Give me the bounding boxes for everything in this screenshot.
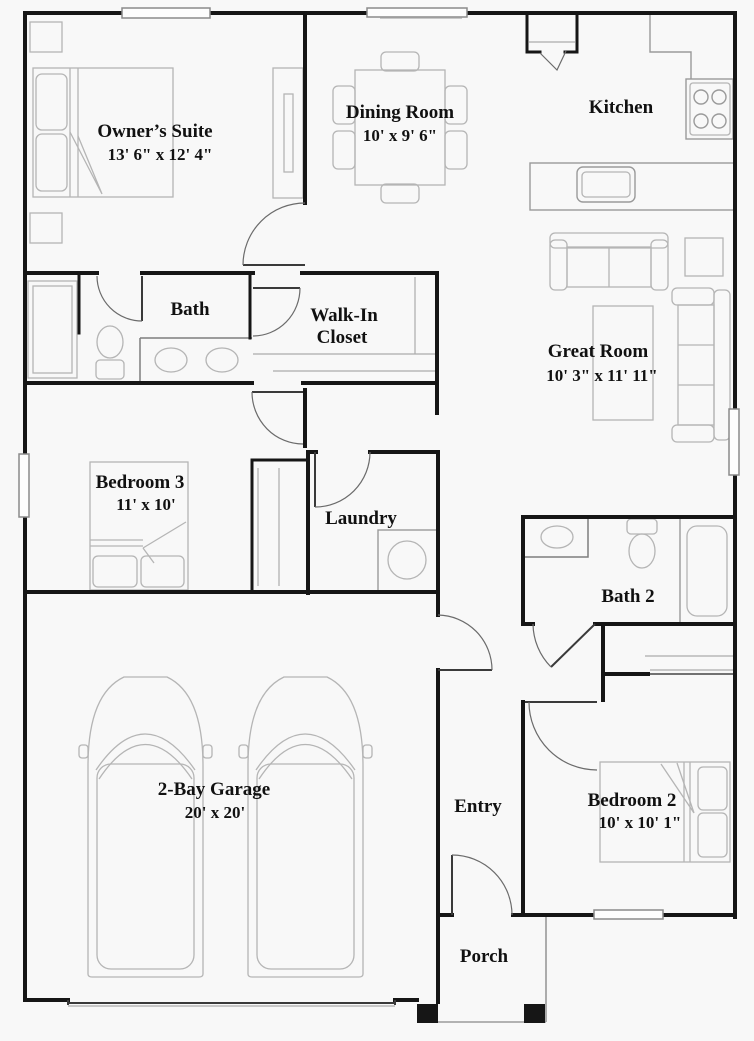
sofa [672,288,730,442]
dims-bedroom3: 11' x 10' [116,495,176,514]
shower [28,281,77,378]
stove [686,79,733,139]
bath2-fixtures [523,517,734,624]
label-walkin-1: Walk-In [310,305,378,326]
porch-post [417,1004,438,1023]
dims-dining: 10' x 9' 6" [362,126,438,145]
window [367,8,467,17]
label-dining: Dining Room [345,102,455,123]
tub [680,517,734,624]
label-walkin-2: Closet [316,327,368,348]
label-owners-suite: Owner’s Suite [97,121,213,142]
car [79,677,212,977]
double-vanity [140,338,252,383]
porch-post [524,1004,545,1023]
dims-great-room: 10' 3" x 11' 11" [546,366,658,385]
window [594,910,663,919]
laundry-fixtures [378,530,437,591]
bath-fixtures [28,281,252,383]
kitchen-counter [650,14,691,79]
label-bath: Bath [170,299,210,320]
label-kitchen: Kitchen [588,97,654,118]
dims-garage: 20' x 20' [184,803,246,822]
label-bedroom2: Bedroom 2 [587,790,677,811]
great-room-furniture [547,233,730,442]
window [19,454,29,517]
end-table [685,238,723,276]
window [729,409,739,475]
dims-owners-suite: 13' 6" x 12' 4" [107,145,213,164]
closet-rod [258,468,279,586]
toilet2 [627,519,657,568]
loveseat [550,233,668,290]
label-garage: 2-Bay Garage [157,779,271,800]
garage-cars [79,677,372,977]
pantry [527,13,577,70]
label-porch: Porch [459,946,509,967]
nightstand [30,22,62,52]
label-bedroom3: Bedroom 3 [95,472,185,493]
toilet [96,326,124,379]
washer [378,530,437,591]
car [239,677,372,977]
kitchen-island [530,163,735,210]
dims-bedroom2: 10' x 10' 1" [598,813,682,832]
closet2-rod [645,656,733,670]
label-bath2: Bath 2 [601,586,655,607]
label-great-room: Great Room [547,341,649,362]
nightstand [30,213,62,243]
room-labels [96,97,682,967]
label-laundry: Laundry [325,508,397,529]
bed-bedroom2 [600,762,730,862]
window [122,8,210,18]
dresser [273,68,303,198]
coffee-table [593,306,653,420]
vanity2 [523,517,588,557]
label-entry: Entry [454,796,502,817]
